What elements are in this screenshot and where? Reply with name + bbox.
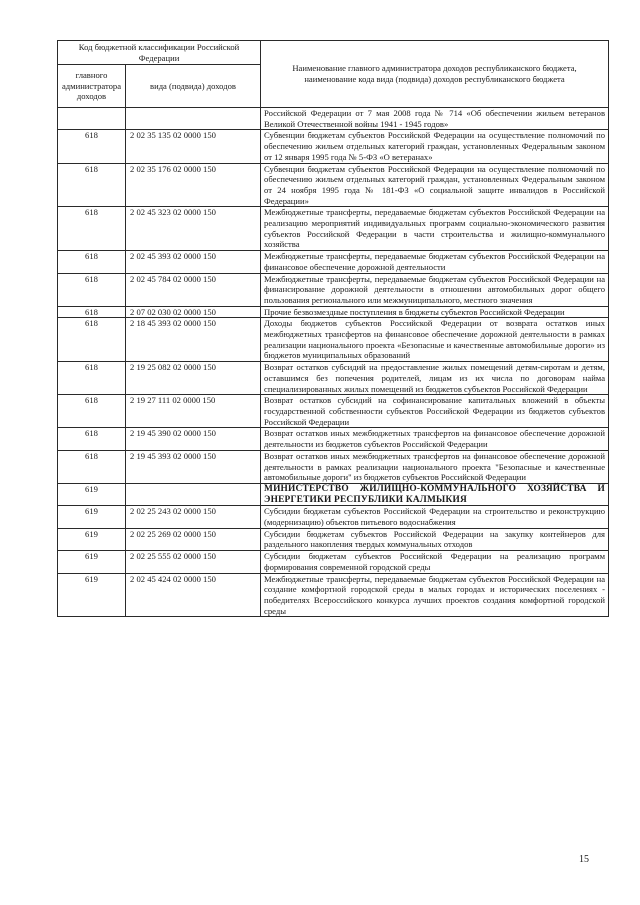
income-type-code-cell: 2 19 27 111 02 0000 150 bbox=[126, 395, 261, 428]
income-type-code-cell: 2 02 45 323 02 0000 150 bbox=[126, 207, 261, 251]
table-row bbox=[58, 362, 609, 395]
admin-code-cell: 618 bbox=[58, 450, 126, 483]
income-type-code-cell: 2 19 45 393 02 0000 150 bbox=[126, 450, 261, 483]
income-type-code-cell: 2 07 02 030 02 0000 150 bbox=[126, 306, 261, 318]
admin-code-cell: 618 bbox=[58, 163, 126, 207]
income-type-code-cell: 2 02 35 176 02 0000 150 bbox=[126, 163, 261, 207]
admin-code-cell: 618 bbox=[58, 428, 126, 450]
table-row bbox=[58, 130, 609, 163]
table-row bbox=[58, 450, 609, 483]
income-type-code-cell: 2 02 45 784 02 0000 150 bbox=[126, 273, 261, 306]
table-row bbox=[58, 395, 609, 428]
income-type-code-cell: 2 02 45 393 02 0000 150 bbox=[126, 251, 261, 273]
admin-code-cell: 618 bbox=[58, 273, 126, 306]
income-type-code-cell: 2 02 35 135 02 0000 150 bbox=[126, 130, 261, 163]
income-name-cell: Межбюджетные трансферты, передаваемые бюджетам субъектов Российской Федерации на финансирование дорожной деятельности в отношении автомобильных дорог общего пользования регионального или межмуниципального, местного значения bbox=[261, 273, 609, 306]
income-name-cell: Субвенции бюджетам субъектов Российской Федерации на осуществление полномочий по обеспечению жильем отдельных категорий граждан, установленных Федеральным законом от 12 января 1995 года № 5-ФЗ «О ветеранах» bbox=[261, 130, 609, 163]
table-row bbox=[58, 108, 609, 130]
income-type-code-cell: 2 02 25 243 02 0000 150 bbox=[126, 506, 261, 528]
page-number: 15 bbox=[579, 854, 589, 865]
income-name-cell: Возврат остатков субсидий на софинансирование капитальных вложений в объекты государственной собственности субъектов Российской Федерации из бюджетов субъектов Российской Федерации bbox=[261, 395, 609, 428]
admin-code-cell: 618 bbox=[58, 251, 126, 273]
income-type-code-cell: 2 02 45 424 02 0000 150 bbox=[126, 573, 261, 617]
table-row bbox=[58, 551, 609, 573]
admin-code-cell: 618 bbox=[58, 207, 126, 251]
document-page bbox=[57, 40, 608, 617]
income-name-cell: МИНИСТЕРСТВО ЖИЛИЩНО-КОММУНАЛЬНОГО ХОЗЯЙСТВА И ЭНЕРГЕТИКИ РЕСПУБЛИКИ КАЛМЫКИЯ bbox=[261, 483, 609, 505]
income-name-cell: Прочие безвозмездные поступления в бюджеты субъектов Российской Федерации bbox=[261, 306, 609, 318]
income-type-code-cell: 2 02 25 269 02 0000 150 bbox=[126, 528, 261, 550]
income-name-cell: Возврат остатков иных межбюджетных трансфертов на финансовое обеспечение дорожной деятельности из бюджетов субъектов Российской Федерации bbox=[261, 428, 609, 450]
income-type-code-cell bbox=[126, 483, 261, 505]
admin-code-cell: 618 bbox=[58, 395, 126, 428]
header-admin-column: главного администратора доходов bbox=[58, 65, 126, 108]
table-body bbox=[58, 108, 609, 617]
income-name-cell: Российской Федерации от 7 мая 2008 года № 714 «Об обеспечении жильем ветеранов Великой Отечественной войны 1941 - 1945 годов» bbox=[261, 108, 609, 130]
table-row bbox=[58, 428, 609, 450]
income-name-cell: Субсидии бюджетам субъектов Российской Федерации на закупку контейнеров для раздельного накопления твердых коммунальных отходов bbox=[261, 528, 609, 550]
income-type-code-cell: 2 19 45 390 02 0000 150 bbox=[126, 428, 261, 450]
table-row bbox=[58, 251, 609, 273]
header-name-column: Наименование главного администратора доходов республиканского бюджета, наименование кода вида (подвида) доходов республиканского бюджета bbox=[261, 41, 609, 108]
admin-code-cell: 618 bbox=[58, 362, 126, 395]
income-type-code-cell: 2 19 25 082 02 0000 150 bbox=[126, 362, 261, 395]
income-name-cell: Межбюджетные трансферты, передаваемые бюджетам субъектов Российской Федерации на реализацию мероприятий индивидуальных программ социально-экономического развития субъектов Российской Федерации в части строительства и жилищно-коммунального хозяйства bbox=[261, 207, 609, 251]
table-row bbox=[58, 273, 609, 306]
income-name-cell: Возврат остатков субсидий на предоставление жилых помещений детям-сиротам и детям, оставшимся без попечения родителей, лицам из их числа по договорам найма специализированных жилых помещений из бюджетов субъектов Российской Федерации bbox=[261, 362, 609, 395]
income-type-code-cell: 2 18 45 393 02 0000 150 bbox=[126, 318, 261, 362]
admin-code-cell bbox=[58, 108, 126, 130]
table-row bbox=[58, 306, 609, 318]
income-name-cell: Межбюджетные трансферты, передаваемые бюджетам субъектов Российской Федерации на финансовое обеспечение дорожной деятельности bbox=[261, 251, 609, 273]
table-row bbox=[58, 207, 609, 251]
admin-code-cell: 619 bbox=[58, 528, 126, 550]
income-name-cell: Субсидии бюджетам субъектов Российской Федерации на строительство и реконструкцию (модернизацию) объектов питьевого водоснабжения bbox=[261, 506, 609, 528]
table-row bbox=[58, 506, 609, 528]
table-row bbox=[58, 318, 609, 362]
admin-code-cell: 618 bbox=[58, 130, 126, 163]
income-name-cell: Возврат остатков иных межбюджетных трансфертов на финансовое обеспечение дорожной деятельности в рамках реализации национального проекта "Безопасные и качественные автомобильные дороги" из бюджетов субъектов Российской Федерации bbox=[261, 450, 609, 483]
table-row bbox=[58, 573, 609, 617]
table-row bbox=[58, 528, 609, 550]
admin-code-cell: 619 bbox=[58, 483, 126, 505]
budget-classification-table bbox=[57, 40, 609, 617]
admin-code-cell: 618 bbox=[58, 306, 126, 318]
income-name-cell: Межбюджетные трансферты, передаваемые бюджетам субъектов Российской Федерации на создание комфортной городской среды в малых городах и исторических поселениях - победителях Всероссийского конкурса лучших проектов создания комфортной городской среды bbox=[261, 573, 609, 617]
income-name-cell: Доходы бюджетов субъектов Российской Федерации от возврата остатков иных межбюджетных трансфертов на финансовое обеспечение дорожной деятельности в рамках реализации национального проекта «Безопасные и качественные автомобильные дороги» из бюджетов муниципальных образований bbox=[261, 318, 609, 362]
table-row bbox=[58, 163, 609, 207]
admin-code-cell: 619 bbox=[58, 506, 126, 528]
table-row bbox=[58, 483, 609, 505]
admin-code-cell: 619 bbox=[58, 551, 126, 573]
header-type-column: вида (подвида) доходов bbox=[126, 65, 261, 108]
admin-code-cell: 618 bbox=[58, 318, 126, 362]
header-group-code: Код бюджетной классификации Российской Федерации bbox=[58, 41, 261, 65]
income-type-code-cell bbox=[126, 108, 261, 130]
income-name-cell: Субсидии бюджетам субъектов Российской Федерации на реализацию программ формирования современной городской среды bbox=[261, 551, 609, 573]
admin-code-cell: 619 bbox=[58, 573, 126, 617]
income-type-code-cell: 2 02 25 555 02 0000 150 bbox=[126, 551, 261, 573]
income-name-cell: Субвенции бюджетам субъектов Российской Федерации на осуществление полномочий по обеспечению жильем отдельных категорий граждан, установленных Федеральным законом от 24 ноября 1995 года № 181-ФЗ «О социальной защите инвалидов в Российской Федерации» bbox=[261, 163, 609, 207]
